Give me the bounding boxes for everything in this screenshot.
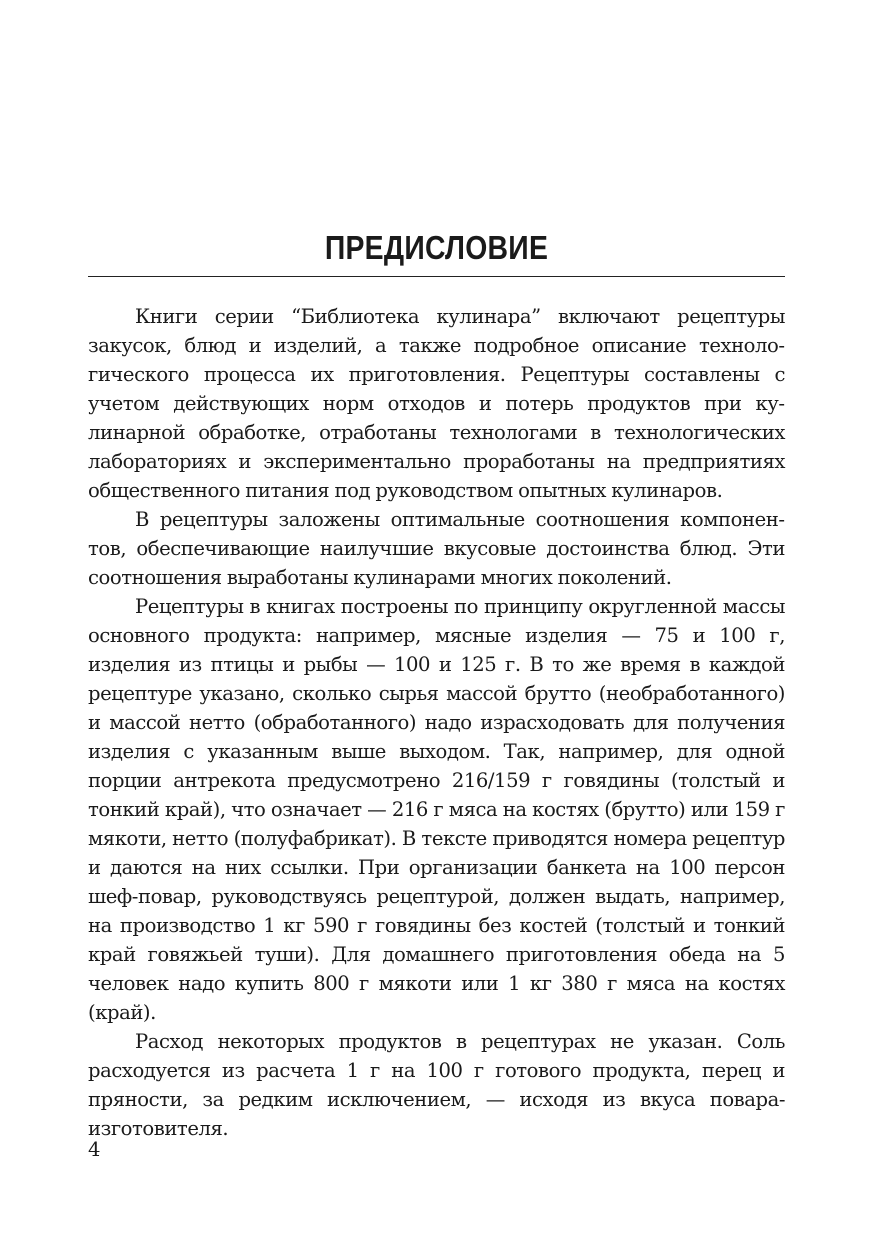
paragraph-4: Расход некоторых продуктов в рецептурах не указан. Соль расходуется из расчета 1 г на 100 г готового продукта, перец и пряности, за редким исключением, — исходя из вкуса повара-изготовителя. xyxy=(88,1030,785,1140)
page-number: 4 xyxy=(88,1138,101,1161)
body-text xyxy=(88,302,785,1143)
paragraph-3: Рецептуры в книгах построены по принципу округленной массы основного продукта: например, мясные изделия — 75 и 100 г, изделия из птицы и рыбы — 100 и 125 г. В то же время в каждой рецептуре указано, сколько сырья массой брутто (необработанного) и массой нетто (обработанного) надо израсходовать для получения изделия с указанным выше выходом. Так, например, для одной порции антрекота предусмотрено 216/159 г говядины (толстый и тонкий край), что означает — 216 г мяса на костях (брутто) или 159 г мякоти, нетто (полуфабрикат). В тексте приводятся номера рецептур и даются на них ссылки. При организации банкета на 100 персон шеф-повар, руководствуясь рецептурой, должен выдать, например, на производство 1 кг 590 г говядины без костей (толстый и тонкий край говяжьей туши). Для домашнего приготовления обеда на 5 человек надо купить 800 г мякоти или 1 кг 380 г мяса на костях (край). xyxy=(88,595,785,1024)
paragraph-2: В рецептуры заложены оптимальные соотношения компонентов, обеспечивающие наилучшие вкусовые достоинства блюд. Эти соотношения выработаны кулинарами многих поколений. xyxy=(88,508,785,589)
title-divider xyxy=(88,276,785,277)
page-title: ПРЕДИСЛОВИЕ xyxy=(324,229,549,266)
paragraph-1: Книги серии “Библиотека кулинара” включают рецептуры закусок, блюд и изделий, а также подробное описание технологического процесса их приготовления. Рецептуры составлены с учетом действующих норм отходов и потерь продуктов при кулинарной обработке, отработаны технологами в технологических лабораториях и экспериментально проработаны на предприятиях общественного питания под руководством опытных кулинаров. xyxy=(88,305,785,502)
